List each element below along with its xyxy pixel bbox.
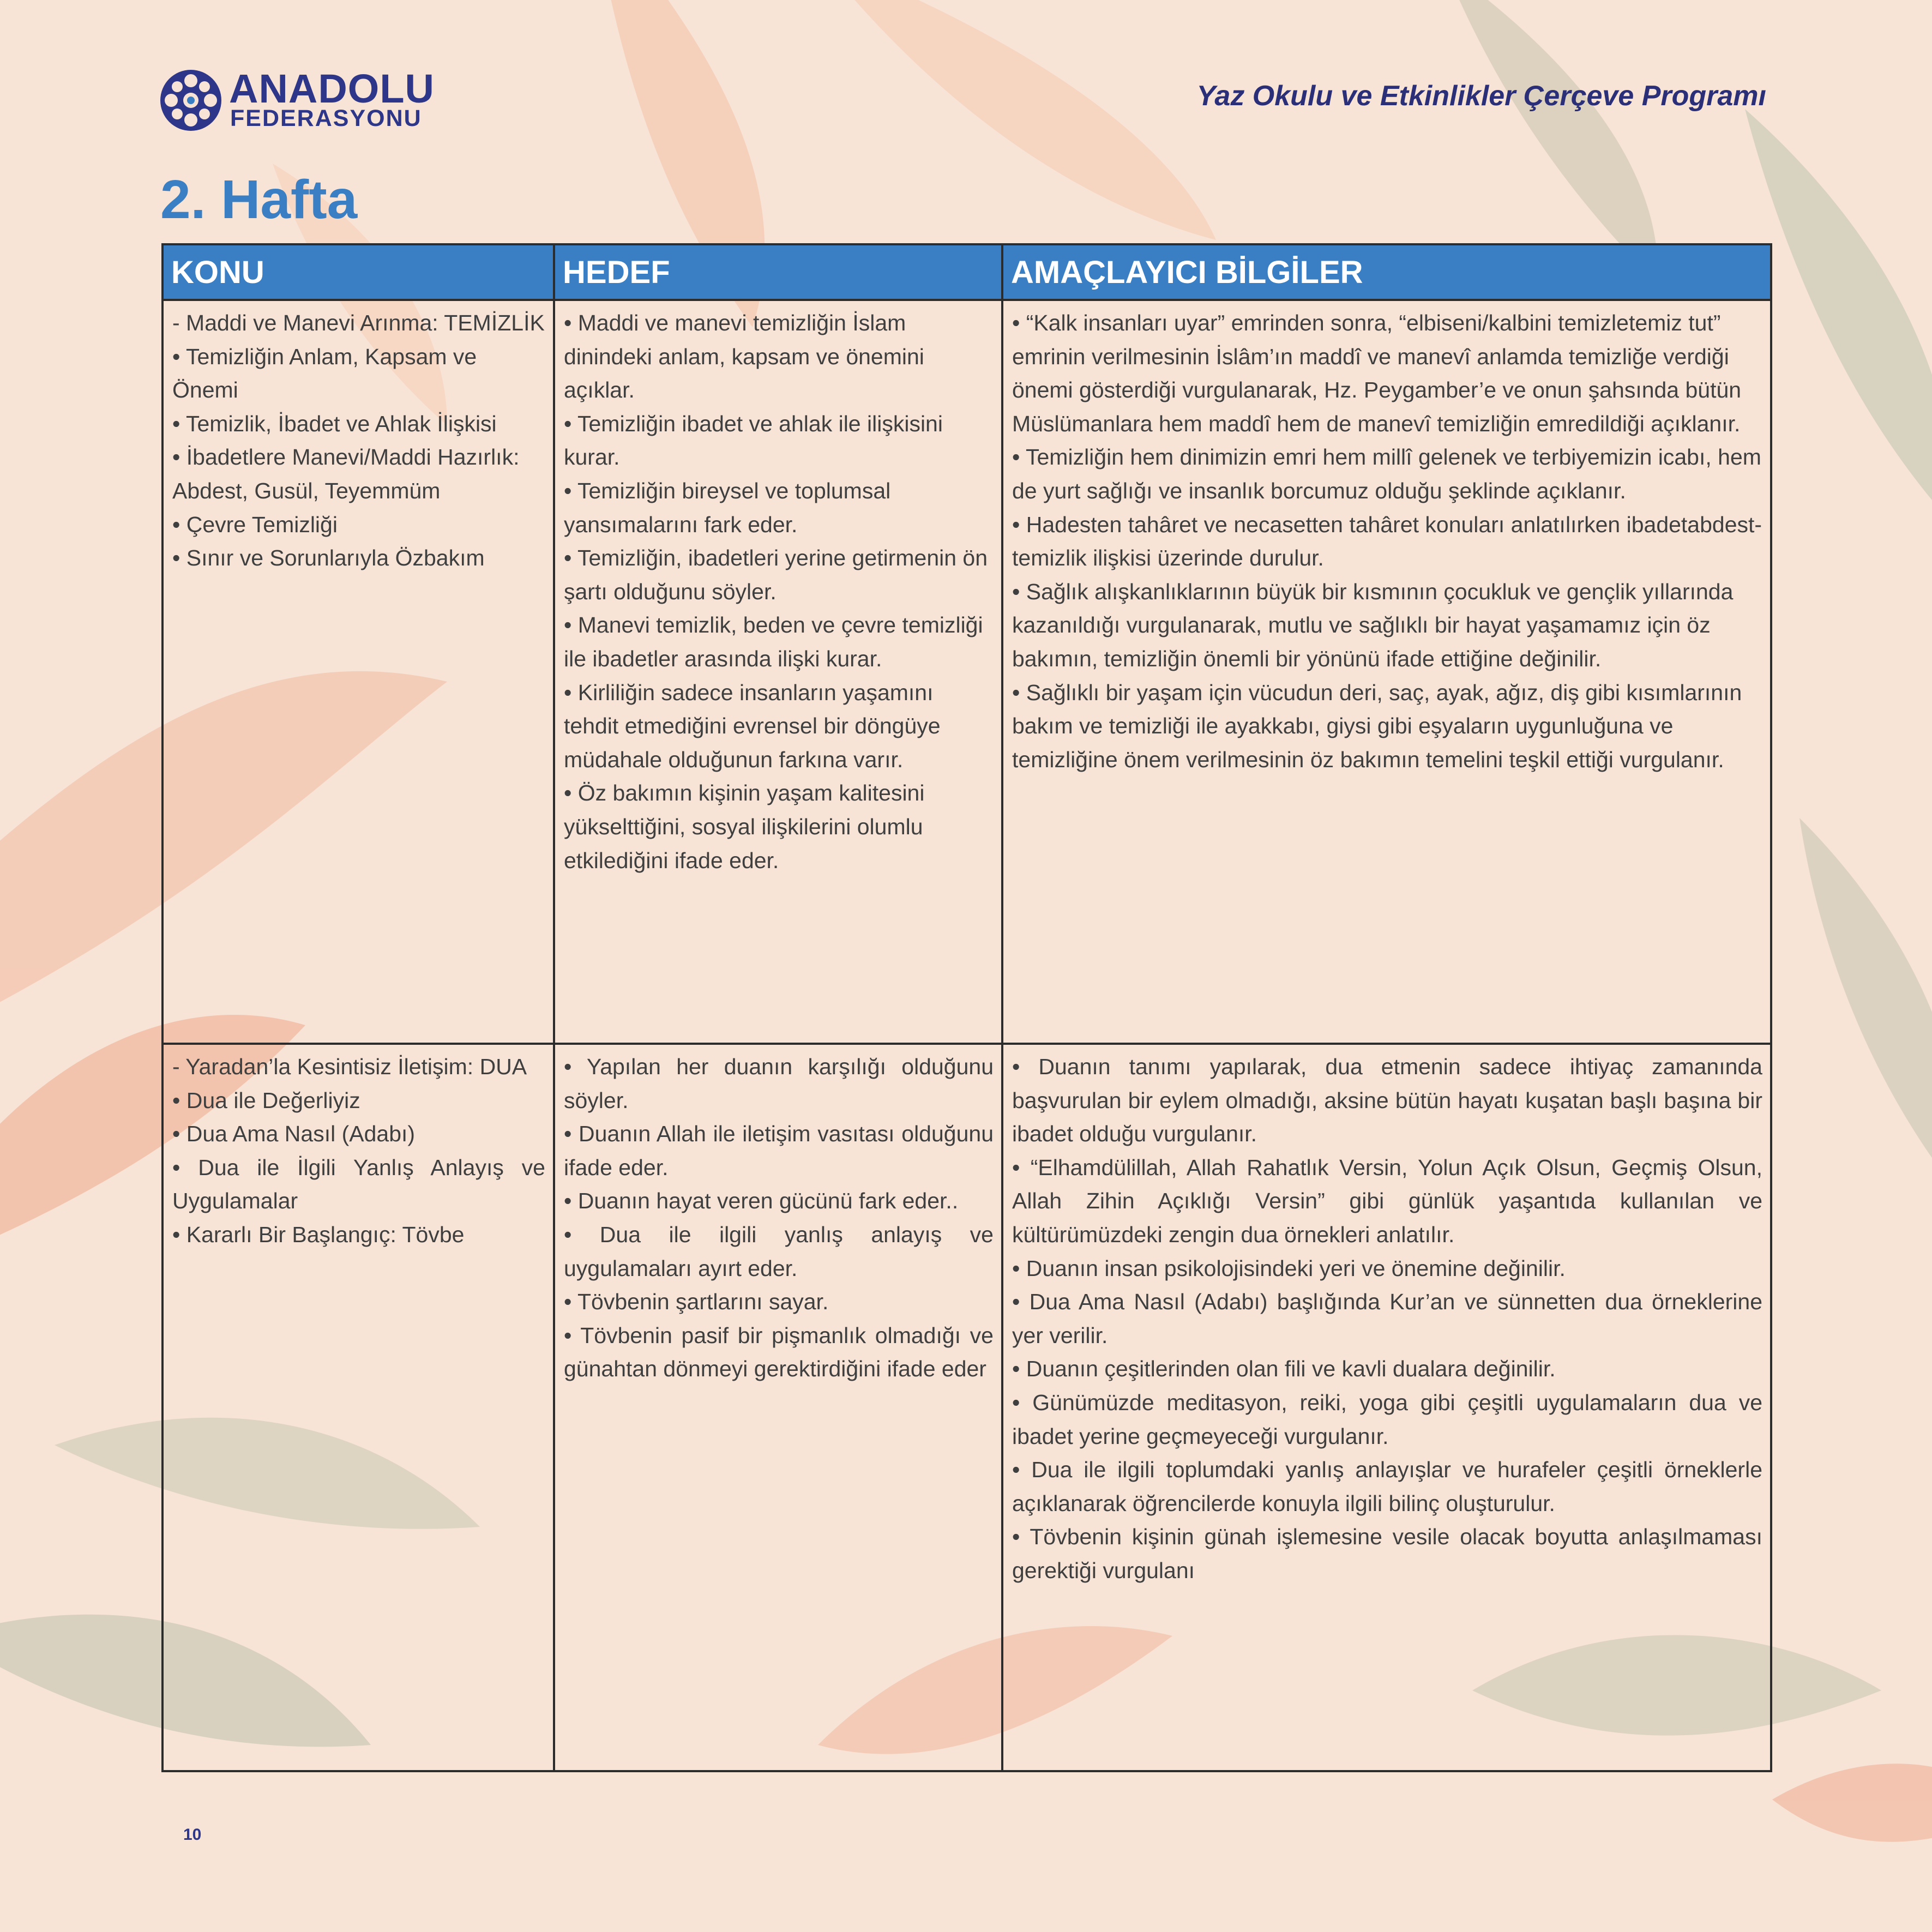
hedef-item: • Maddi ve manevi temizliğin İslam dinindeki anlam, kapsam ve önemini açıklar. (564, 310, 924, 403)
konu-cell (162, 1044, 554, 1771)
amaclayici-item: • Sağlıklı bir yaşam için vücudun deri, saç, ayak, ağız, diş gibi kısımlarının bakım ve temizliği ile ayakkabı, giysi gibi eşyaların uygunluğuna ve temizliğine önem verilmesinin öz bakımın temelini teşkil ettiği vurgulanır. (1012, 679, 1742, 772)
hedef-cell (554, 1044, 1002, 1771)
table-row (162, 1044, 1771, 1771)
logo-name: ANADOLU (229, 66, 435, 111)
table-header-row (162, 244, 1771, 300)
column-header-amaclayici: AMAÇLAYICI BİLGİLER (1002, 244, 1771, 300)
hedef-item: • Dua ile ilgili yanlış anlayış ve uygulamaları ayırt eder. (564, 1221, 994, 1281)
amaclayici-item: • Duanın insan psikolojisindeki yeri ve önemine değinilir. (1012, 1255, 1566, 1281)
konu-item: • Temizlik, İbadet ve Ahlak İlişkisi (172, 411, 497, 436)
column-header-hedef: HEDEF (554, 244, 1002, 300)
amaclayici-item: • Günümüzde meditasyon, reiki, yoga gibi çeşitli uygulamaların dua ve ibadet yerine geçmeyeceği vurgulanır. (1012, 1389, 1762, 1449)
column-header-konu: KONU (162, 244, 554, 300)
konu-item: • Çevre Temizliği (172, 511, 338, 537)
amaclayici-item: • Duanın tanımı yapılarak, dua etmenin sadece ihtiyaç zamanında başvurulan bir eylem olmadığı, aksine bütün hayatı kuşatan başlı başına bir ibadet olduğu vurgulanır. (1012, 1054, 1762, 1147)
amaclayici-item: • Duanın çeşitlerinden olan fili ve kavli dualara değinilir. (1012, 1356, 1556, 1382)
hedef-item: • Tövbenin pasif bir pişmanlık olmadığı ve günahtan dönmeyi gerektirdiğini ifade eder (564, 1322, 994, 1382)
konu-item: - Maddi ve Manevi Arınma: TEMİZLİK (172, 310, 545, 335)
amaclayici-cell (1002, 1044, 1771, 1771)
konu-item: • Dua ile Değerliyiz (172, 1087, 360, 1113)
hedef-item: • Duanın Allah ile iletişim vasıtası olduğunu ifade eder. (564, 1121, 994, 1180)
amaclayici-item: • Dua ile ilgili toplumdaki yanlış anlayışlar ve hurafeler çeşitli örneklerle açıklanarak öğrencilerde konuyla ilgili bilinç oluşturulur. (1012, 1457, 1762, 1516)
page-title: 2. Hafta (160, 169, 358, 230)
amaclayici-item: • “Kalk insanları uyar” emrinden sonra, “elbiseni/kalbini temizletemiz tut” emrinin verilmesinin İslâm’ın maddî ve manevî anlamda temizliğe verdiği önemi gösterdiği vurgulanarak, Hz. Peygamber’e ve onun şahsında bütün Müslümanlara hem maddî hem de manevî temizliğin emredildiği açıklanır. (1012, 310, 1742, 436)
amaclayici-item: • Temizliğin hem dinimizin emri hem millî gelenek ve terbiyemizin icabı, hem de yurt sağlığı ve insanlık borcumuz olduğu şeklinde açıklanır. (1012, 444, 1761, 503)
amaclayici-item: • Tövbenin kişinin günah işlemesine vesile olacak boyutta anlaşılmaması gerektiği vurgulanı (1012, 1524, 1762, 1583)
konu-item: • Dua ile İlgili Yanlış Anlayış ve Uygulamalar (172, 1154, 545, 1214)
amaclayici-item: • “Elhamdülillah, Allah Rahatlık Versin, Yolun Açık Olsun, Geçmiş Olsun, Allah Zihin Açıklığı Versin” gibi günlük yaşantıda kullanılan ve kültürümüzdeki zengin dua örnekleri anlatılır. (1012, 1154, 1762, 1247)
amaclayici-cell (1002, 300, 1771, 1044)
konu-cell (162, 300, 554, 1044)
program-title: Yaz Okulu ve Etkinlikler Çerçeve Programı (1196, 80, 1766, 112)
konu-item: • İbadetlere Manevi/Maddi Hazırlık: Abdest, Gusül, Teyemmüm (172, 444, 520, 503)
konu-item: • Dua Ama Nasıl (Adabı) (172, 1121, 416, 1147)
hedef-item: • Temizliğin, ibadetleri yerine getirmenin ön şartı olduğunu söyler. (564, 545, 988, 604)
konu-item: • Sınır ve Sorunlarıyla Özbakım (172, 545, 485, 571)
table-row (162, 300, 1771, 1044)
konu-item: • Kararlı Bir Başlangıç: Tövbe (172, 1221, 465, 1247)
amaclayici-item: • Sağlık alışkanlıklarının büyük bir kısmının çocukluk ve gençlik yıllarında kazanıldığı vurgulanarak, mutlu ve sağlıklı bir hayat yaşamamız için öz bakımın, temizliğin önemli bir yönünü ifade ettiğine değinilir. (1012, 579, 1734, 671)
logo-subtitle: FEDERASYONU (230, 105, 422, 131)
hedef-item: • Yapılan her duanın karşılığı olduğunu söyler. (564, 1054, 994, 1113)
page-number: 10 (183, 1826, 202, 1844)
hedef-item: • Kirliliğin sadece insanların yaşamını tehdit etmediğini evrensel bir döngüye müdahale olduğunun farkına varır. (564, 679, 941, 772)
anadolu-star-icon (159, 69, 222, 132)
konu-item: - Yaradan’la Kesintisiz İletişim: DUA (172, 1054, 527, 1079)
konu-item: • Temizliğin Anlam, Kapsam ve Önemi (172, 344, 477, 403)
hedef-item: • Manevi temizlik, beden ve çevre temizliği ile ibadetler arasında ilişki kurar. (564, 612, 983, 671)
hedef-item: • Duanın hayat veren gücünü fark eder.. (564, 1188, 959, 1214)
hedef-item: • Temizliğin bireysel ve toplumsal yansımalarını fark eder. (564, 478, 891, 537)
program-table (161, 243, 1772, 1772)
hedef-item: • Öz bakımın kişinin yaşam kalitesini yükselttiğini, sosyal ilişkilerini olumlu etkilediğini ifade eder. (564, 780, 925, 873)
hedef-item: • Tövbenin şartlarını sayar. (564, 1289, 829, 1315)
hedef-item: • Temizliğin ibadet ve ahlak ile ilişkisini kurar. (564, 411, 943, 470)
amaclayici-item: • Dua Ama Nasıl (Adabı) başlığında Kur’an ve sünnetten dua örneklerine yer verilir. (1012, 1289, 1762, 1348)
amaclayici-item: • Hadesten tahâret ve necasetten tahâret konuları anlatılırken ibadetabdest-temizlik ilişkisi üzerinde durulur. (1012, 511, 1762, 571)
hedef-cell (554, 300, 1002, 1044)
